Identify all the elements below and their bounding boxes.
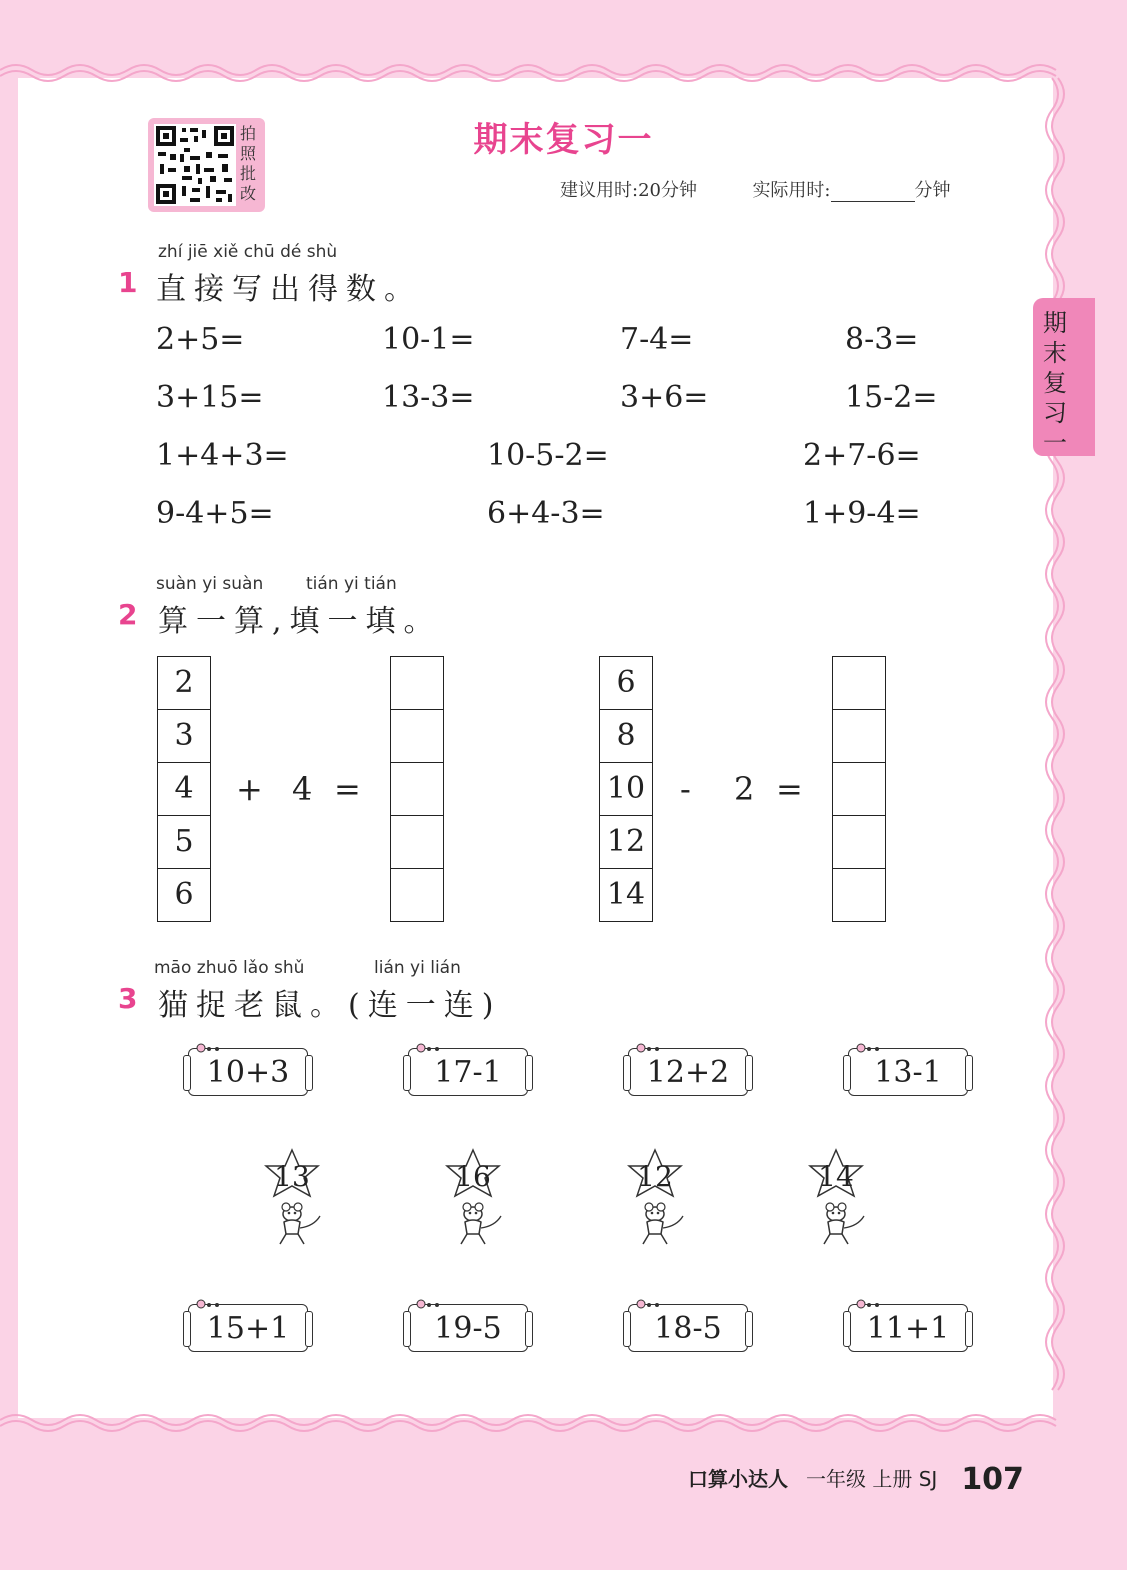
- expression-card[interactable]: [408, 1048, 528, 1096]
- expression-text: 10+3: [206, 1055, 290, 1090]
- mouse-target[interactable]: [627, 1148, 697, 1248]
- answer-cell[interactable]: [833, 657, 885, 710]
- time-row: [560, 176, 1020, 202]
- answer-cell[interactable]: [833, 763, 885, 816]
- q2-title: 算一算,填一填。: [158, 604, 442, 639]
- expression-card[interactable]: [188, 1304, 308, 1352]
- q2-right-operand: 2: [734, 770, 755, 808]
- q1-eq[interactable]: 2+5=: [156, 322, 245, 357]
- expression-card[interactable]: [188, 1048, 308, 1096]
- q1-eq[interactable]: 3+6=: [620, 380, 709, 415]
- answer-cell[interactable]: [391, 763, 443, 816]
- footer-brand: 口算小达人: [688, 1467, 788, 1491]
- mouse-ears-icon: [415, 1041, 443, 1053]
- input-cell: 2: [158, 657, 210, 710]
- input-cell: 14: [606, 877, 646, 912]
- mouse-number: 14: [818, 1160, 854, 1193]
- input-cell: 3: [158, 710, 210, 763]
- answer-cell[interactable]: [391, 657, 443, 710]
- q2-left-equals: =: [334, 770, 361, 808]
- expression-card[interactable]: [848, 1048, 968, 1096]
- mouse-number: 16: [455, 1160, 491, 1193]
- expression-card[interactable]: [628, 1304, 748, 1352]
- q2-left-operator: +: [236, 770, 263, 808]
- expression-card[interactable]: [628, 1048, 748, 1096]
- answer-cell[interactable]: [833, 816, 885, 869]
- q2-right-input-column: [599, 656, 653, 922]
- q1-eq[interactable]: 2+7-6=: [803, 438, 921, 473]
- q3-pinyin-b: lián yi lián: [374, 958, 461, 978]
- expression-text: 17-1: [434, 1055, 502, 1090]
- q1-title: 直接写出得数。: [156, 272, 422, 307]
- input-cell: 6: [174, 877, 194, 912]
- answer-cell[interactable]: [391, 710, 443, 763]
- q1-eq[interactable]: 13-3=: [382, 380, 475, 415]
- q2-pinyin-a: suàn yi suàn: [156, 574, 264, 594]
- page-number: 107: [961, 1462, 1024, 1497]
- answer-cell[interactable]: [833, 710, 885, 763]
- q1-eq[interactable]: 10-1=: [382, 322, 475, 357]
- expression-text: 13-1: [874, 1055, 942, 1090]
- q2-pinyin-b: tián yi tián: [306, 574, 397, 594]
- q1-eq[interactable]: 7-4=: [620, 322, 694, 357]
- expression-text: 18-5: [654, 1311, 722, 1346]
- mouse-target[interactable]: [264, 1148, 334, 1248]
- mouse-ears-icon: [415, 1297, 443, 1309]
- expression-text: 12+2: [646, 1055, 730, 1090]
- input-cell: 5: [158, 816, 210, 869]
- q1-eq[interactable]: 6+4-3=: [487, 496, 605, 531]
- q1-eq[interactable]: 1+9-4=: [803, 496, 921, 531]
- expression-text: 11+1: [866, 1311, 950, 1346]
- q1-eq[interactable]: 15-2=: [845, 380, 938, 415]
- actual-time-blank[interactable]: [831, 183, 915, 202]
- answer-cell[interactable]: [833, 869, 885, 921]
- q3-number: 3: [118, 982, 138, 1015]
- mouse-ears-icon: [855, 1297, 883, 1309]
- expression-text: 15+1: [206, 1311, 290, 1346]
- q1-pinyin: zhí jiē xiě chū dé shù: [158, 242, 338, 262]
- q3-pinyin-a: māo zhuō lǎo shǔ: [154, 958, 305, 978]
- q2-right-operator: -: [680, 770, 691, 808]
- q2-left-operand: 4: [292, 770, 313, 808]
- q2-left-input-column: [157, 656, 211, 922]
- side-tab-label: 期末复习一: [1043, 309, 1067, 457]
- answer-cell[interactable]: [391, 869, 443, 921]
- mouse-ears-icon: [195, 1297, 223, 1309]
- q1-eq[interactable]: 8-3=: [845, 322, 919, 357]
- input-cell: 12: [600, 816, 652, 869]
- page-footer: [688, 1462, 1024, 1497]
- mouse-ears-icon: [195, 1041, 223, 1053]
- q1-eq[interactable]: 1+4+3=: [156, 438, 289, 473]
- mouse-number: 13: [274, 1160, 310, 1193]
- input-cell: 6: [600, 657, 652, 710]
- mouse-number: 12: [637, 1160, 673, 1193]
- expression-text: 19-5: [434, 1311, 502, 1346]
- q3-title: 猫捉老鼠。(连一连): [158, 988, 502, 1023]
- actual-time-label: 实际用时:: [752, 180, 831, 201]
- expression-card[interactable]: [848, 1304, 968, 1352]
- q2-left-answer-column: [390, 656, 444, 922]
- mouse-target[interactable]: [445, 1148, 515, 1248]
- mouse-ears-icon: [855, 1041, 883, 1053]
- input-cell: 4: [158, 763, 210, 816]
- q1-number: 1: [118, 266, 138, 299]
- page-title: 期末复习一: [473, 120, 654, 160]
- q2-right-equals: =: [776, 770, 803, 808]
- q1-eq[interactable]: 3+15=: [156, 380, 264, 415]
- input-cell: 10: [600, 763, 652, 816]
- q2-right-answer-column: [832, 656, 886, 922]
- mouse-ears-icon: [635, 1297, 663, 1309]
- q1-eq[interactable]: 9-4+5=: [156, 496, 274, 531]
- qr-label: 拍照批改: [240, 124, 257, 203]
- suggested-time: 建议用时:20分钟: [560, 180, 697, 201]
- side-tab: [1033, 298, 1095, 456]
- input-cell: 8: [600, 710, 652, 763]
- answer-cell[interactable]: [391, 816, 443, 869]
- expression-card[interactable]: [408, 1304, 528, 1352]
- mouse-ears-icon: [635, 1041, 663, 1053]
- footer-info: 一年级 上册 SJ: [806, 1467, 938, 1491]
- actual-time-unit: 分钟: [914, 180, 951, 201]
- q2-number: 2: [118, 598, 138, 631]
- mouse-target[interactable]: [808, 1148, 878, 1248]
- q1-eq[interactable]: 10-5-2=: [487, 438, 609, 473]
